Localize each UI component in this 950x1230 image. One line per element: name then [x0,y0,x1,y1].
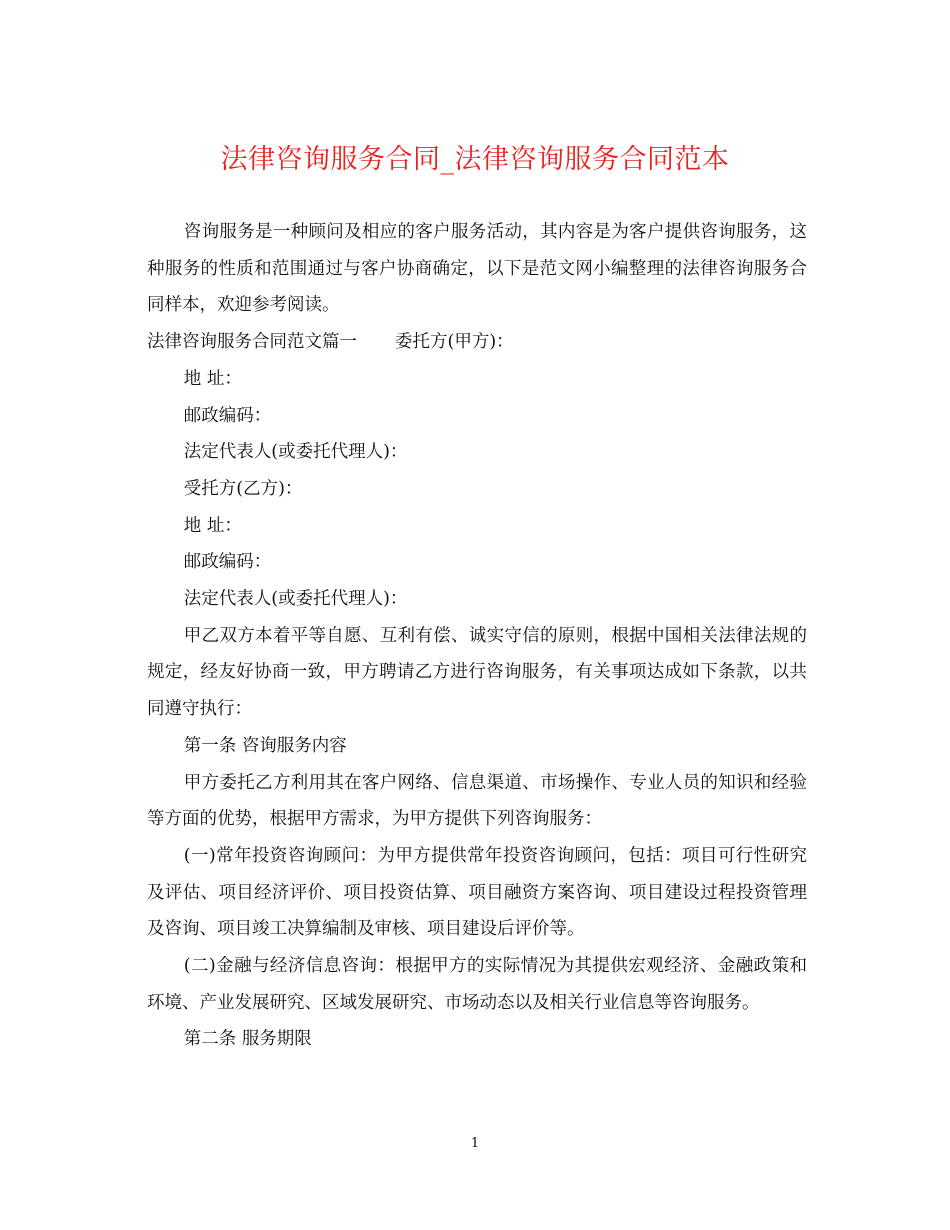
party-b-representative: 法定代表人(或委托代理人)： [183,589,408,610]
preamble-paragraph: 甲乙双方本着平等自愿、互利有偿、诚实守信的原则，根据中国相关法律法规的规定，经友好协商一致，甲方聘请乙方进行咨询服务，有关事项达成如下条款，以共同遵守执行： [147,625,807,720]
party-a-label: 委托方(甲方)： [395,332,514,353]
party-b-label: 受托方(乙方)： [183,478,303,499]
intro-paragraph: 咨询服务是一种顾问及相应的客户服务活动，其内容是为客户提供咨询服务，这种服务的性质和范围通过与客户协商确定，以下是范文网小编整理的法律咨询服务合同样本，欢迎参考阅读。 [147,222,807,316]
document-body [147,214,807,1058]
article-1-item-1: (一)常年投资咨询顾问：为甲方提供常年投资咨询顾问，包括：项目可行性研究及评估、项目经济评价、项目投资估算、项目融资方案咨询、项目建设过程投资管理及咨询、项目竣工决算编制及审核、项目建设后评价等。 [147,845,807,940]
document-title: 法律咨询服务合同_法律咨询服务合同范本 [220,144,730,175]
party-b-postcode: 邮政编码： [183,552,272,573]
sample-heading: 法律咨询服务合同范文篇一 [147,332,357,353]
sample-heading-line [147,324,807,361]
party-a-representative: 法定代表人(或委托代理人)： [183,442,408,463]
page-number: 1 [470,1136,480,1151]
party-a-postcode: 邮政编码： [183,405,272,426]
article-2-heading: 第二条 服务期限 [183,1029,312,1050]
party-b-address: 地 址： [183,515,242,536]
article-1-paragraph: 甲方委托乙方利用其在客户网络、信息渠道、市场操作、专业人员的知识和经验等方面的优势，根据甲方需求，为甲方提供下列咨询服务： [147,772,807,830]
party-a-address: 地 址： [183,368,242,389]
article-1-item-2: (二)金融与经济信息咨询：根据甲方的实际情况为其提供宏观经济、金融政策和环境、产业发展研究、区域发展研究、市场动态以及相关行业信息等咨询服务。 [147,956,807,1013]
article-1-heading: 第一条 咨询服务内容 [183,735,347,756]
